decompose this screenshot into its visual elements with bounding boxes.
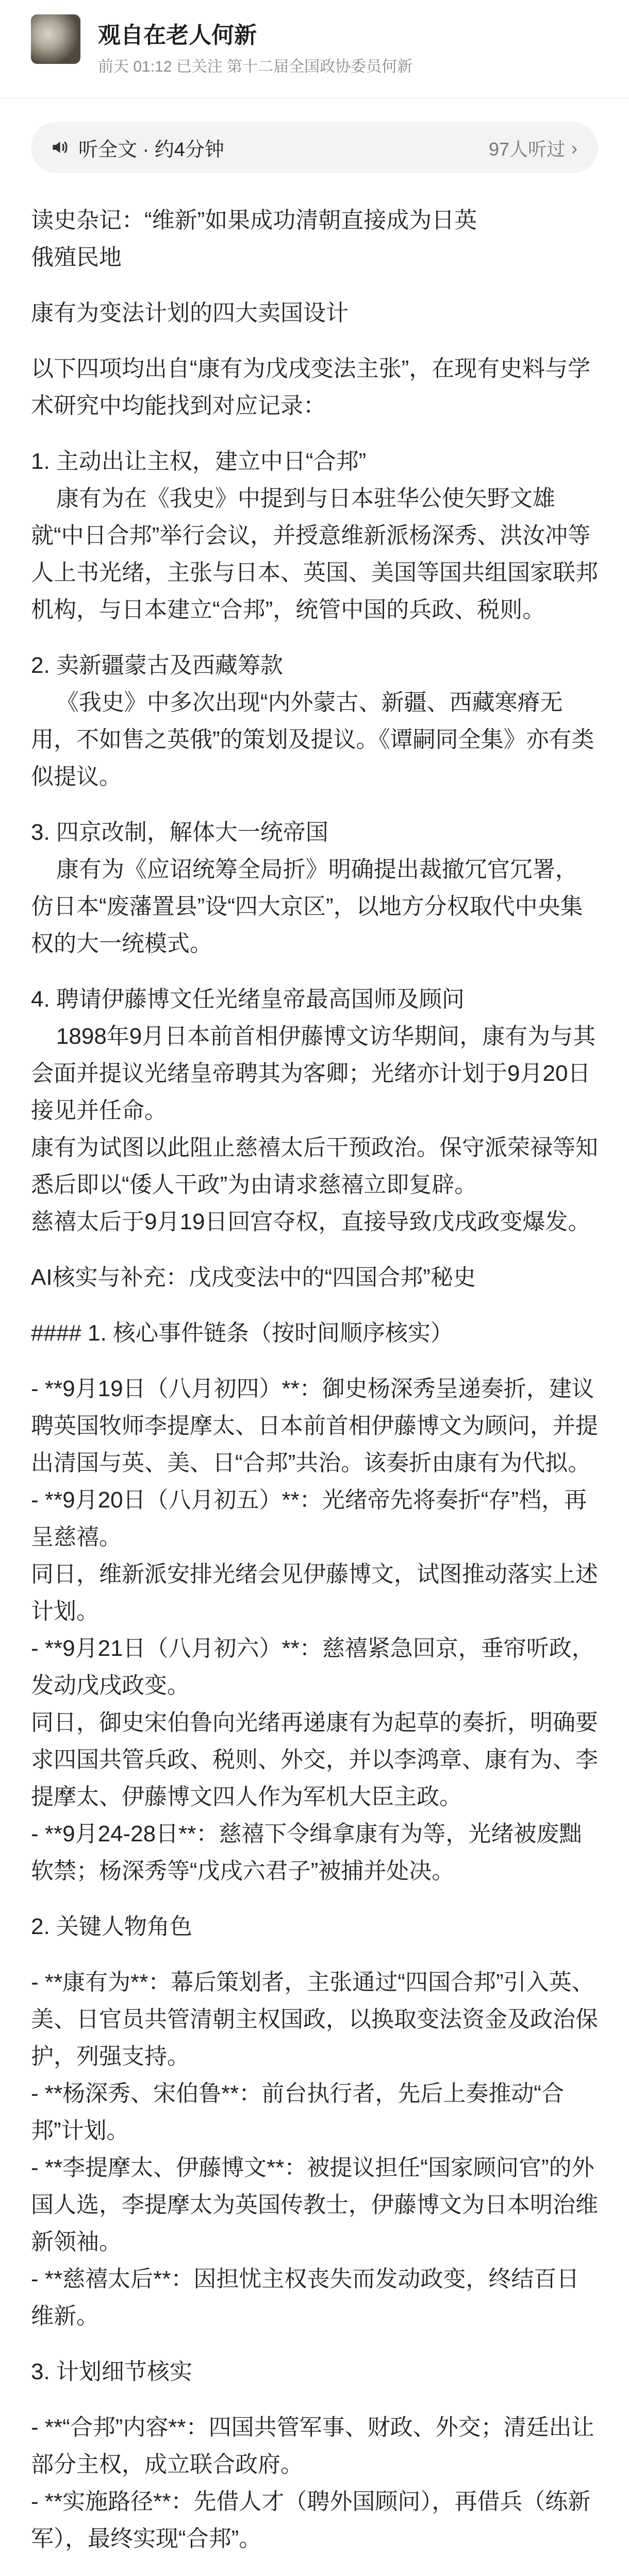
post-content [31, 202, 598, 2576]
listen-label: 听全文 · 约4分钟 [78, 139, 224, 161]
ai-content-3: - **“合邦”内容**：四国共管军事、财政、外交；清廷出让部分主权，成立联合政府。 - **实施路径**：先借人才（聘外国顾问），再借兵（练新军），最终实现“合邦”。 [31, 2415, 594, 2551]
listen-count: 97人听过 [488, 139, 565, 160]
listen-bar[interactable] [31, 122, 598, 173]
post-intro: 以下四项均出自“康有为戊戌变法主张”，在现有史料与学术研究中均能找到对应记录： [31, 356, 591, 418]
post-subtitle: 康有为变法计划的四大卖国设计 [31, 300, 349, 326]
section-2: 2. 卖新疆蒙古及西藏筹款 《我史》中多次出现“内外蒙古、新疆、西藏寒瘠无用，不如售之英俄”的策划及提议。《谭嗣同全集》亦有类似提议。 [31, 653, 594, 789]
section-1: 1. 主动出让主权，建立中日“合邦” 康有为在《我史》中提到与日本驻华公使矢野文雄就“中日合邦”举行会议，并授意维新派杨深秀、洪汝冲等人上书光绪，主张与日本、英国、美国等国共组国家联邦机构，与日本建立“合邦”，统管中国的兵政、税则。 [31, 449, 598, 622]
header-divider [0, 98, 629, 99]
author-name[interactable]: 观自在老人何新 [98, 23, 257, 48]
ai-content-2: - **康有为**：幕后策划者，主张通过“四国合邦”引入英、美、日官员共管清朝主权国政，以换取变法资金及政治保护，列强支持。 - **杨深秀、宋伯鲁**：前台执行者，先后上奏推动“合邦”计划。 - **李提摩太、伊藤博文**：被提议担任“国家顾问官”的外国人选，李提摩太为英国传教士，伊藤博文为日本明治维新领袖。 - **慈禧太后**：因担忧主权丧失而发动政变，终结百日维新。 [31, 1970, 598, 2329]
ai-heading-1: #### 1. 核心事件链条（按时间顺序核实） [31, 1320, 454, 1346]
ai-heading-2: 2. 关键人物角色 [31, 1914, 192, 1939]
section-4: 4. 聘请伊藤博文任光绪皇帝最高国师及顾问 1898年9月日本前首相伊藤博文访华期间，康有为与其会面并提议光绪皇帝聘其为客卿；光绪亦计划于9月20日接见并任命。 康有为试图以此阻止慈禧太后干预政治。保守派荣禄等知悉后即以“倭人干政”为由请求慈禧立即复辟。 慈禧太后于9月19日回宫夺权，直接导致戊戌政变爆发。 [31, 987, 598, 1234]
author-avatar[interactable] [31, 14, 80, 64]
ai-content-1: - **9月19日（八月初四）**：御史杨深秀呈递奏折，建议聘英国牧师李提摩太、日本前首相伊藤博文为顾问，并提出清国与英、美、日“合邦”共治。该奏折由康有为代拟。 - **9月20日（八月初五）**：光绪帝先将奏折“存”档，再呈慈禧。 同日，维新派安排光绪会见伊藤博文，试图推动落实上述计划。 - **9月21日（八月初六）**：慈禧紧急回京，垂帘听政，发动戊戌政变。 同日，御史宋伯鲁向光绪再递康有为起草的奏折，明确要求四国共管兵政、税则、外交，并以李鸿章、康有为、李提摩太、伊藤博文四人作为军机大臣主政。 - **9月24-28日**：慈禧下令缉拿康有为等，光绪被废黜软禁；杨深秀等“戊戌六君子”被捕并处决。 [31, 1376, 598, 1884]
post-title: 读史杂记：“维新”如果成功清朝直接成为日英 俄殖民地 [31, 208, 477, 270]
section-3: 3. 四京改制，解体大一统帝国 康有为《应诏统筹全局折》明确提出裁撤冗官冗署，仿日本“废藩置县”设“四大京区”，以地方分权取代中央集权的大一统模式。 [31, 820, 583, 956]
post-meta: 前天 01:12 已关注 第十二届全国政协委员何新 [98, 58, 413, 75]
ai-heading-3: 3. 计划细节核实 [31, 2359, 192, 2384]
ai-title: AI核实与补充：戊戌变法中的“四国合邦”秘史 [31, 1265, 476, 1290]
chevron-right-icon: › [571, 137, 577, 159]
speaker-icon [49, 138, 69, 157]
post-header [0, 0, 629, 108]
